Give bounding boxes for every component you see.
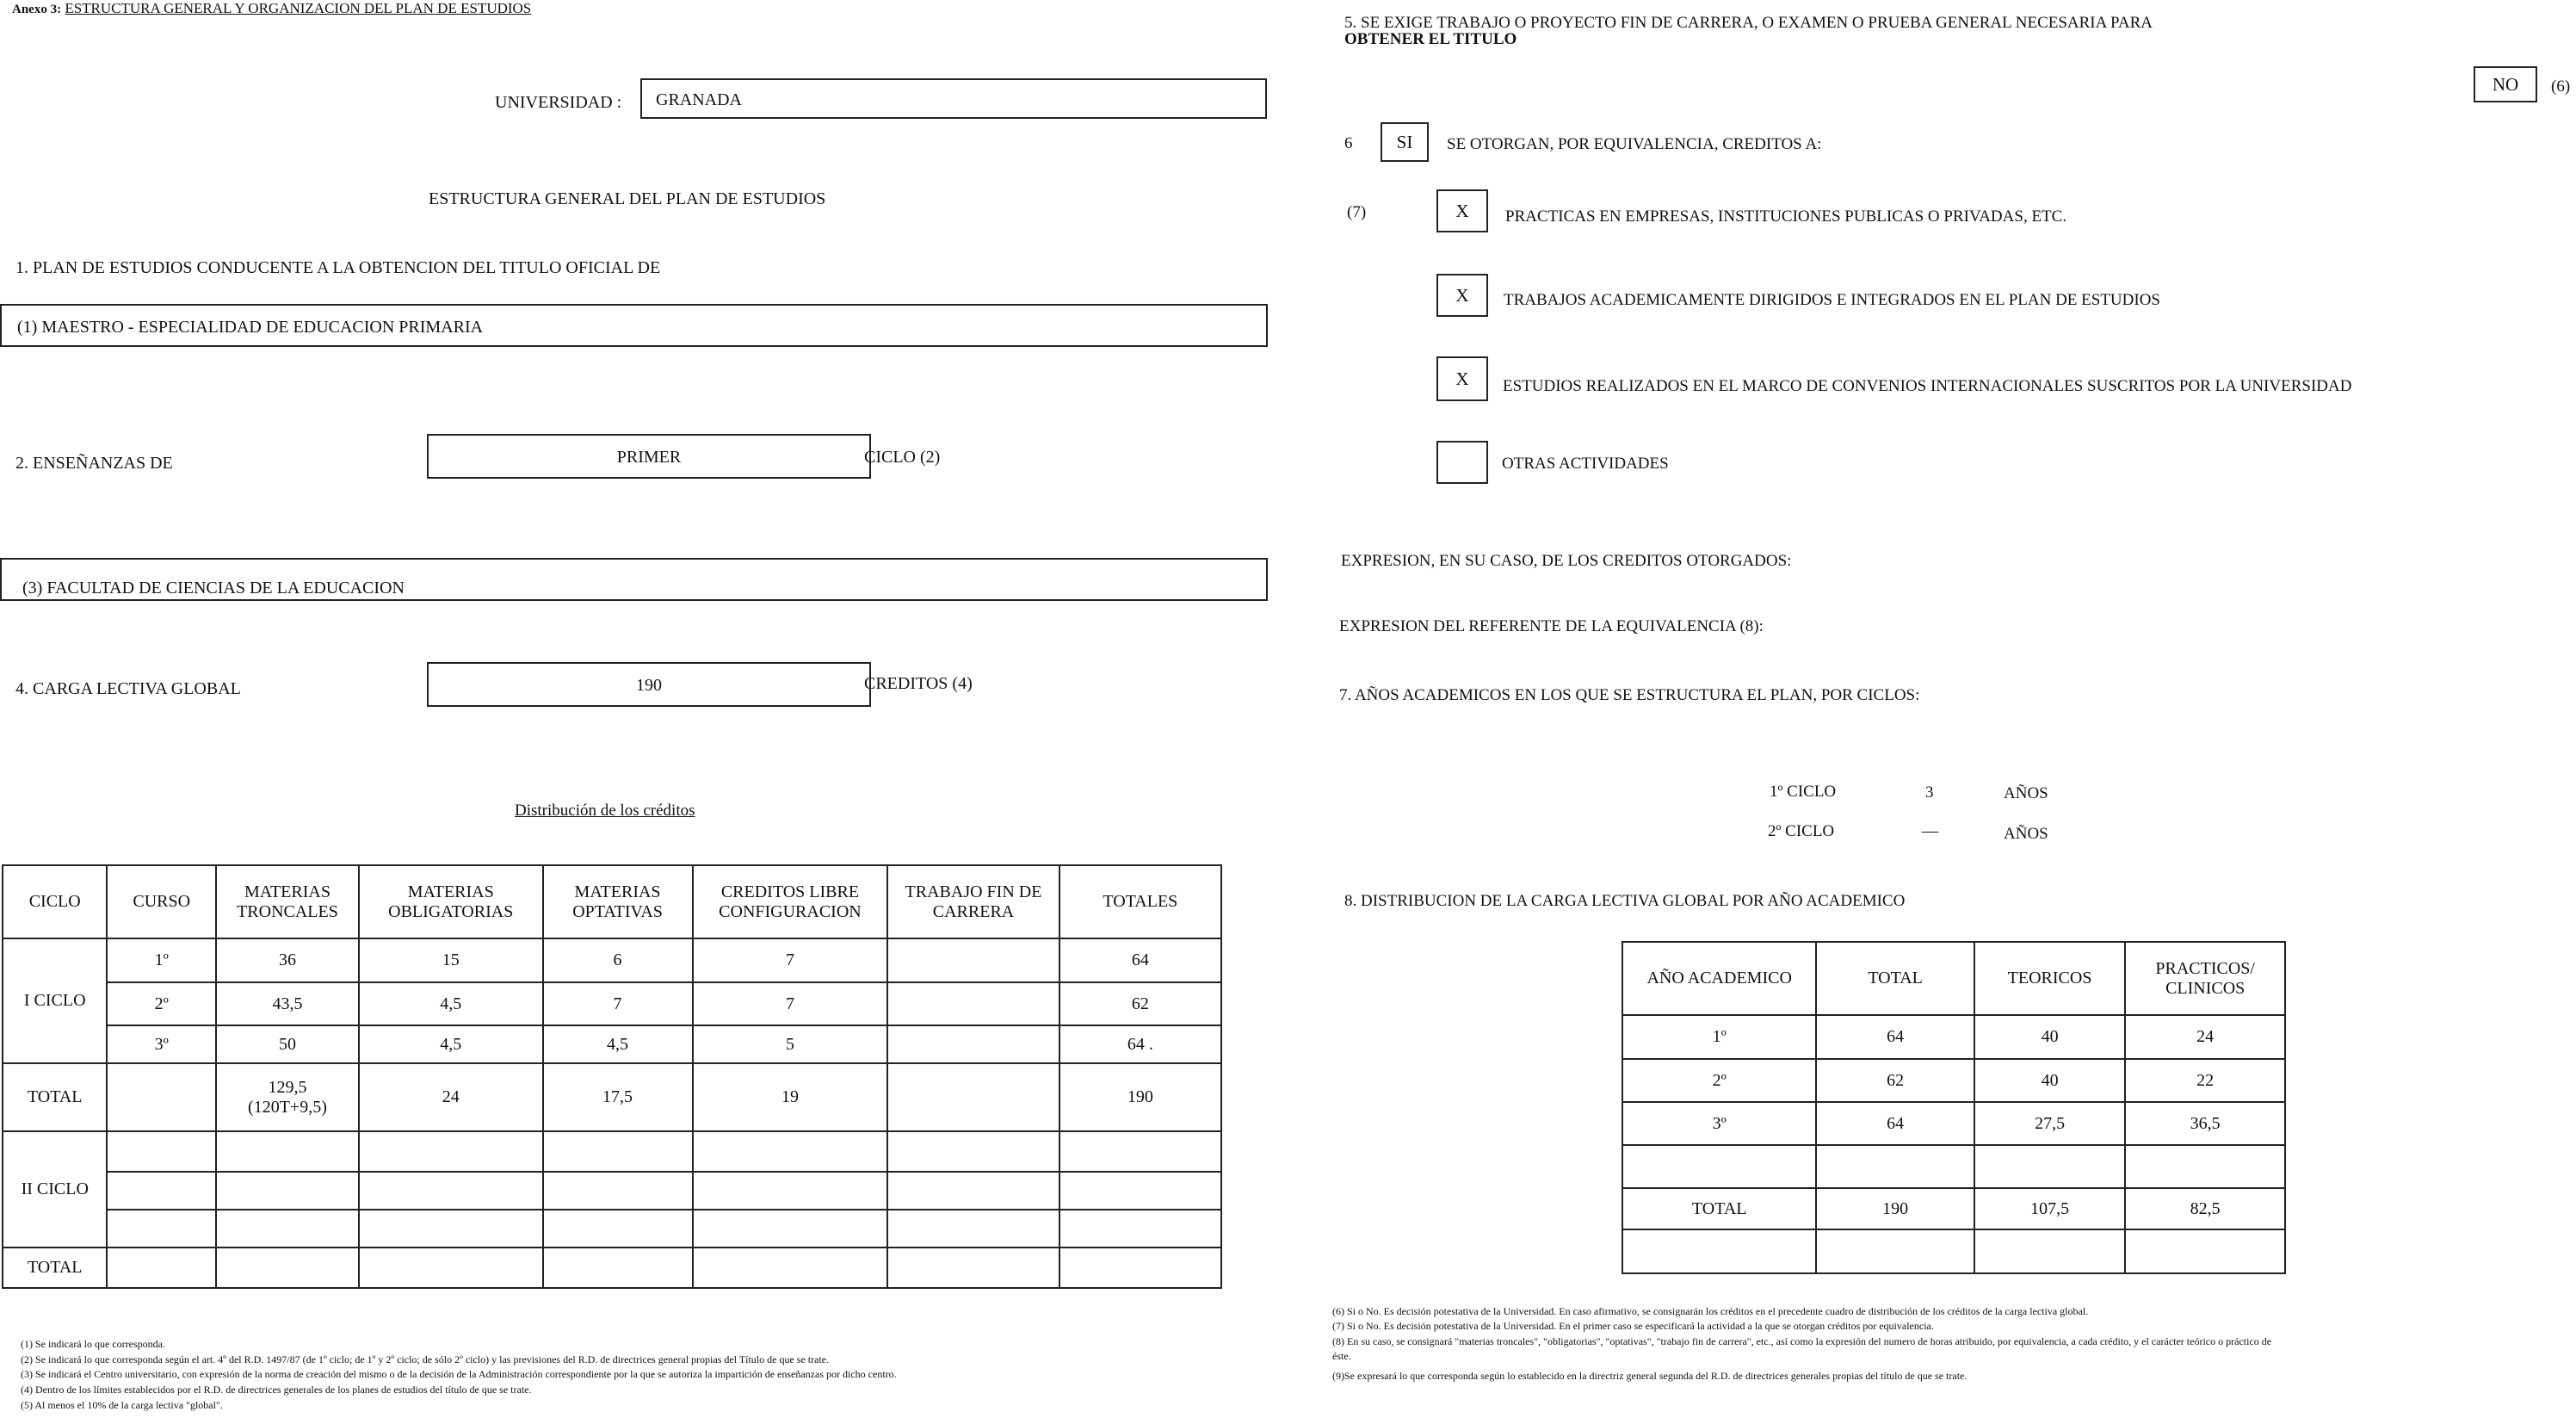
header-libre-configuracion: CREDITOS LIBRE CONFIGURACION xyxy=(693,865,888,938)
table-cell xyxy=(1059,1172,1221,1210)
table-cell xyxy=(216,1172,359,1210)
item5-answer: NO xyxy=(2492,74,2519,95)
item2-label: 2. ENSEÑANZAS DE xyxy=(15,454,173,473)
item5-line1: 5. SE EXIGE TRABAJO O PROYECTO FIN DE CARRERA, O EXAMEN O PRUEBA GENERAL NECESARIA PARA xyxy=(1344,14,2153,32)
table-row xyxy=(1622,1145,2285,1188)
item6-answer-box xyxy=(1381,122,1429,162)
header-teoricos: TEORICOS xyxy=(1974,942,2126,1015)
table-cell xyxy=(693,1131,888,1172)
table-cell xyxy=(359,1131,543,1172)
table-cell: 3º xyxy=(1622,1102,1816,1145)
table-row xyxy=(1622,1102,2285,1145)
table-cell: 36,5 xyxy=(2125,1102,2285,1145)
activity-label: ESTUDIOS REALIZADOS EN EL MARCO DE CONVENIOS INTERNACIONALES SUSCRITOS POR LA UNIVERSIDAD xyxy=(1503,377,2352,395)
item2-field xyxy=(427,434,871,479)
year-header-row xyxy=(1622,942,2285,1015)
activity-checkbox xyxy=(1436,356,1488,401)
table-cell xyxy=(887,1131,1059,1172)
footnote: (9)Se expresará lo que corresponda según lo establecido en la directriz general segunda del R.D. de directrices generales propias del título de que se trate. xyxy=(1332,1370,1968,1382)
ciclo2-cell: II CICLO xyxy=(3,1131,107,1248)
table-row xyxy=(1622,1015,2285,1059)
table-cell xyxy=(2125,1145,2285,1188)
ciclo2-years-unit: AÑOS xyxy=(2004,825,2048,843)
table-row xyxy=(3,938,1221,982)
table-row xyxy=(1622,1059,2285,1102)
table-cell: 7 xyxy=(693,982,888,1025)
table-cell xyxy=(543,1248,693,1288)
table-cell: 24 xyxy=(359,1063,543,1131)
universidad-label: UNIVERSIDAD : xyxy=(495,93,622,112)
footnote: (2) Se indicará lo que corresponda según el art. 4º del R.D. 1497/87 (de 1º ciclo; de 1º y 2º ciclo; de sólo 2º ciclo) y las previsiones del R.D. de directrices general propias del Título de que se trate. xyxy=(21,1353,830,1365)
table-cell xyxy=(359,1172,543,1210)
table-cell xyxy=(107,1131,216,1172)
table-cell xyxy=(107,1063,216,1131)
item1-value: (1) MAESTRO - ESPECIALIDAD DE EDUCACION PRIMARIA xyxy=(17,318,484,337)
item3-value: (3) FACULTAD DE CIENCIAS DE LA EDUCACION xyxy=(22,579,405,597)
item1-label: 1. PLAN DE ESTUDIOS CONDUCENTE A LA OBTENCION DEL TITULO OFICIAL DE xyxy=(15,258,661,277)
table-row xyxy=(3,1172,1221,1210)
header-ano: AÑO ACADEMICO xyxy=(1622,942,1816,1015)
item1-field xyxy=(0,304,1268,347)
expresion-referente: EXPRESION DEL REFERENTE DE LA EQUIVALENCIA (8): xyxy=(1339,617,1764,635)
table-cell xyxy=(216,1248,359,1288)
table-cell: 36 xyxy=(216,938,359,982)
table-cell xyxy=(887,982,1059,1025)
activity-label: PRACTICAS EN EMPRESAS, INSTITUCIONES PUBLICAS O PRIVADAS, ETC. xyxy=(1505,207,2067,226)
item4-suffix: CREDITOS (4) xyxy=(864,674,973,693)
table-cell xyxy=(543,1131,693,1172)
table-cell xyxy=(887,938,1059,982)
footnote: (7) Si o No. Es decisión potestativa de la Universidad. En el primer caso se especificará la actividad a la que se otorgan créditos por equivalencia. xyxy=(1332,1320,1934,1332)
footnote: (8) En su caso, se consignará "materias troncales", "obligatorias", "optativas", "trabajo fin de carrera", etc., así como la expresión del numero de horas atribuido, por equivalencia, a cada crédito, y el carácter teórico o práctico de xyxy=(1332,1335,2272,1347)
annex-header xyxy=(12,0,531,17)
table-cell: 190 xyxy=(1059,1063,1221,1131)
table-cell: 64 xyxy=(1059,938,1221,982)
ciclo1-years-unit: AÑOS xyxy=(2004,784,2048,802)
table-cell: 190 xyxy=(1816,1188,1974,1229)
item8-label: 8. DISTRIBUCION DE LA CARGA LECTIVA GLOBAL POR AÑO ACADEMICO xyxy=(1344,892,1906,910)
table-cell: 43,5 xyxy=(216,982,359,1025)
footnote: (1) Se indicará lo que corresponda. xyxy=(21,1338,165,1350)
table-cell xyxy=(1059,1131,1221,1172)
table-cell: 6 xyxy=(543,938,693,982)
header-curso: CURSO xyxy=(107,865,216,938)
table-cell xyxy=(693,1210,888,1248)
year-distribution-table xyxy=(1622,941,2286,1274)
total-troncales-cell xyxy=(216,1063,359,1131)
item2-value: PRIMER xyxy=(616,448,682,467)
footnote: (5) Al menos el 10% de la carga lectiva "global". xyxy=(21,1399,223,1411)
activity-checkbox xyxy=(1436,189,1488,232)
table-cell xyxy=(1974,1229,2126,1273)
table-row xyxy=(3,1131,1221,1172)
universidad-field xyxy=(640,78,1267,119)
table-cell: 1º xyxy=(107,938,216,982)
year-total-row xyxy=(1622,1188,2285,1229)
table-cell: 1º xyxy=(1622,1015,1816,1059)
table-cell: 50 xyxy=(216,1025,359,1063)
total-label: TOTAL xyxy=(3,1063,107,1131)
table-cell xyxy=(1622,1229,1816,1273)
table-row xyxy=(3,982,1221,1025)
credits-header-row xyxy=(3,865,1221,938)
table-cell xyxy=(107,1172,216,1210)
table-cell: 4,5 xyxy=(359,1025,543,1063)
table-cell: 2º xyxy=(1622,1059,1816,1102)
table-cell: 40 xyxy=(1974,1059,2126,1102)
table-cell: 82,5 xyxy=(2125,1188,2285,1229)
table-cell xyxy=(1622,1145,1816,1188)
ciclo1-years-label: 1º CICLO xyxy=(1770,783,1837,801)
table-cell: 17,5 xyxy=(543,1063,693,1131)
table-cell: 40 xyxy=(1974,1015,2126,1059)
header-practicos: PRACTICOS/ CLINICOS xyxy=(2125,942,2285,1015)
ciclo2-years-value: — xyxy=(1922,822,1938,840)
table-cell: 4,5 xyxy=(543,1025,693,1063)
item6-note: (7) xyxy=(1347,203,1367,221)
credits-total-row xyxy=(3,1063,1221,1131)
table-cell: 3º xyxy=(107,1025,216,1063)
table-row xyxy=(3,1025,1221,1063)
table-cell: 24 xyxy=(2125,1015,2285,1059)
ciclo1-cell: I CICLO xyxy=(3,938,107,1063)
table-cell: 107,5 xyxy=(1974,1188,2126,1229)
table-cell xyxy=(1059,1248,1221,1288)
table-cell xyxy=(1974,1145,2126,1188)
table-cell: 7 xyxy=(693,938,888,982)
table-cell xyxy=(887,1063,1059,1131)
table-cell: 64 xyxy=(1816,1102,1974,1145)
table-cell xyxy=(1816,1145,1974,1188)
table-cell: 5 xyxy=(693,1025,888,1063)
table-cell xyxy=(1059,1210,1221,1248)
footnote: éste. xyxy=(1332,1350,1351,1362)
total-troncales-note: (120T+9,5) xyxy=(248,1097,327,1117)
table-cell: 64 xyxy=(1816,1015,1974,1059)
table-cell xyxy=(2125,1229,2285,1273)
table-cell: 22 xyxy=(2125,1059,2285,1102)
item7-label: 7. AÑOS ACADEMICOS EN LOS QUE SE ESTRUCTURA EL PLAN, POR CICLOS: xyxy=(1339,686,1920,704)
table-cell xyxy=(359,1248,543,1288)
total2-label: TOTAL xyxy=(3,1248,107,1288)
footnote: (4) Dentro de los límites establecidos por el R.D. de directrices generales de los planes de estudios del título de que se trate. xyxy=(21,1384,532,1396)
activity-checkbox xyxy=(1436,441,1488,484)
table-cell: 62 xyxy=(1059,982,1221,1025)
item2-suffix: CICLO (2) xyxy=(864,448,941,467)
distribucion-title: Distribución de los créditos xyxy=(515,802,695,820)
table-cell: 4,5 xyxy=(359,982,543,1025)
table-cell xyxy=(107,1210,216,1248)
header-ciclo: CICLO xyxy=(3,865,107,938)
ciclo1-years-value: 3 xyxy=(1925,783,1934,802)
table-cell: 7 xyxy=(543,982,693,1025)
header-troncales: MATERIAS TRONCALES xyxy=(216,865,359,938)
table-row xyxy=(1622,1229,2285,1273)
header-totales: TOTALES xyxy=(1059,865,1221,938)
table-cell xyxy=(543,1210,693,1248)
table-cell xyxy=(543,1172,693,1210)
activity-label: TRABAJOS ACADEMICAMENTE DIRIGIDOS E INTEGRADOS EN EL PLAN DE ESTUDIOS xyxy=(1504,291,2160,309)
table-cell: 62 xyxy=(1816,1059,1974,1102)
activity-mark: X xyxy=(1455,368,1469,389)
table-cell xyxy=(216,1131,359,1172)
header-total: TOTAL xyxy=(1816,942,1974,1015)
header-obligatorias: MATERIAS OBLIGATORIAS xyxy=(359,865,543,938)
table-cell xyxy=(107,1248,216,1288)
item6-label: SE OTORGAN, POR EQUIVALENCIA, CREDITOS A: xyxy=(1447,135,1822,153)
table-cell: 27,5 xyxy=(1974,1102,2126,1145)
annex-label: Anexo 3: xyxy=(12,3,62,16)
table-cell: TOTAL xyxy=(1622,1188,1816,1229)
table-cell xyxy=(1816,1229,1974,1273)
activity-checkbox xyxy=(1436,274,1488,317)
table-cell: 64 . xyxy=(1059,1025,1221,1063)
footnote: (6) Si o No. Es decisión potestativa de la Universidad. En caso afirmativo, se consignarán los créditos en el precedente cuadro de distribución de los créditos de la carga lectiva global. xyxy=(1332,1305,2089,1317)
credits-total2-row xyxy=(3,1248,1221,1288)
table-cell xyxy=(887,1025,1059,1063)
annex-title: ESTRUCTURA GENERAL Y ORGANIZACION DEL PLAN DE ESTUDIOS xyxy=(65,0,532,16)
table-cell: 2º xyxy=(107,982,216,1025)
table-cell xyxy=(887,1210,1059,1248)
table-row xyxy=(3,1210,1221,1248)
table-cell xyxy=(887,1248,1059,1288)
activity-label: OTRAS ACTIVIDADES xyxy=(1502,455,1669,473)
table-cell xyxy=(359,1210,543,1248)
item4-label: 4. CARGA LECTIVA GLOBAL xyxy=(15,679,241,698)
table-cell: 19 xyxy=(693,1063,888,1131)
section-title: ESTRUCTURA GENERAL DEL PLAN DE ESTUDIOS xyxy=(429,189,826,208)
table-cell: 15 xyxy=(359,938,543,982)
item6-number: 6 xyxy=(1344,134,1353,152)
activity-mark: X xyxy=(1455,201,1469,221)
item5-note: (6) xyxy=(2551,77,2571,96)
item4-value: 190 xyxy=(636,676,662,695)
item3-field xyxy=(0,558,1268,601)
item5-answer-box xyxy=(2474,66,2537,102)
ciclo2-years-label: 2º CICLO xyxy=(1768,822,1835,840)
universidad-value: GRANADA xyxy=(656,90,742,109)
table-cell xyxy=(693,1248,888,1288)
table-cell xyxy=(693,1172,888,1210)
item4-field xyxy=(427,662,871,707)
header-optativas: MATERIAS OPTATIVAS xyxy=(543,865,693,938)
footnote: (3) Se indicará el Centro universitario, con expresión de la norma de creación del mismo o de la decisión de la Administración correspondiente por la que se autoriza la impartición de enseñanzas por dicho centro. xyxy=(21,1368,897,1380)
credits-table xyxy=(2,864,1222,1289)
item5-line2: OBTENER EL TITULO xyxy=(1344,30,1517,48)
header-trabajo-fin: TRABAJO FIN DE CARRERA xyxy=(887,865,1059,938)
total-troncales-value: 129,5 xyxy=(268,1077,307,1097)
activity-mark: X xyxy=(1455,285,1469,306)
item6-answer: SI xyxy=(1396,132,1413,152)
table-cell xyxy=(887,1172,1059,1210)
table-cell xyxy=(216,1210,359,1248)
expresion-creditos: EXPRESION, EN SU CASO, DE LOS CREDITOS OTORGADOS: xyxy=(1341,552,1792,570)
